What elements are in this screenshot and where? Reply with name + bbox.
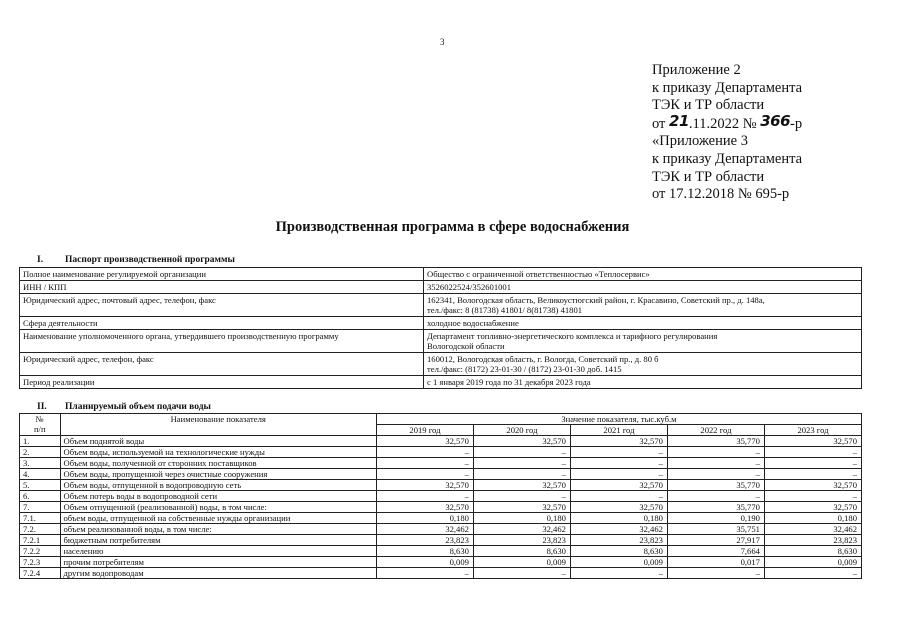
passport-row [20, 294, 862, 317]
indicator-value: 23,823 [376, 535, 473, 546]
section-number: I. [37, 255, 44, 265]
indicator-name: объем реализованной воды, в том числе: [60, 524, 376, 535]
indicator-value: 0,180 [376, 513, 473, 524]
indicator-name: Объем отпущенной (реализованной) воды, в том числе: [60, 502, 376, 513]
indicator-value: 32,462 [570, 524, 667, 535]
indicator-value: 0,009 [570, 557, 667, 568]
column-header-year: 2021 год [570, 425, 667, 436]
indicator-value: 32,462 [764, 524, 861, 535]
row-number: 5. [20, 480, 61, 491]
indicator-value: – [570, 458, 667, 469]
indicator-value: 32,570 [473, 502, 570, 513]
appendix-line: ТЭК и ТР области [652, 97, 765, 114]
indicator-name: Объем воды, отпущенной в водопроводную сеть [60, 480, 376, 491]
column-header-year: 2020 год [473, 425, 570, 436]
indicator-value: 0,009 [473, 557, 570, 568]
passport-label: Наименование уполномоченного органа, утвердившего производственную программу [20, 330, 424, 353]
indicator-value: 32,570 [570, 480, 667, 491]
indicator-value: – [473, 568, 570, 579]
table-row [20, 436, 862, 447]
indicator-value: 23,823 [473, 535, 570, 546]
indicator-value: 32,570 [376, 502, 473, 513]
indicator-value: – [667, 469, 764, 480]
passport-label: Период реализации [20, 376, 424, 389]
indicator-value: 35,770 [667, 480, 764, 491]
indicator-value: – [667, 447, 764, 458]
indicator-value: 32,570 [570, 502, 667, 513]
table-row [20, 502, 862, 513]
indicator-name: прочим потребителям [60, 557, 376, 568]
row-number: 2. [20, 447, 61, 458]
table-row [20, 513, 862, 524]
column-header-value: Значение показателя, тыс.куб.м [376, 414, 861, 425]
indicator-value: – [667, 458, 764, 469]
indicator-name: Объем воды, полученной от сторонних поставщиков [60, 458, 376, 469]
indicator-name: населению [60, 546, 376, 557]
row-number: 6. [20, 491, 61, 502]
indicator-value: – [570, 469, 667, 480]
table-row [20, 546, 862, 557]
section-heading-passport [37, 255, 235, 265]
appendix-block [652, 62, 802, 204]
passport-row [20, 353, 862, 376]
indicator-value: 32,570 [570, 436, 667, 447]
indicator-value: 35,751 [667, 524, 764, 535]
indicator-value: – [473, 447, 570, 458]
table-row [20, 458, 862, 469]
handwritten-day: 21 [669, 111, 689, 130]
passport-row [20, 376, 862, 389]
indicator-value: 0,009 [376, 557, 473, 568]
column-header-year: 2019 год [376, 425, 473, 436]
indicator-value: – [473, 458, 570, 469]
passport-row [20, 330, 862, 353]
indicator-value: 0,180 [473, 513, 570, 524]
indicator-value: – [764, 469, 861, 480]
appendix-line: к приказу Департамента [652, 150, 803, 167]
table-row [20, 447, 862, 458]
indicator-name: Объем воды, пропущенной через очистные сооружения [60, 469, 376, 480]
indicator-name: Объем воды, используемой на технологические нужды [60, 447, 376, 458]
row-number: 7. [20, 502, 61, 513]
indicator-value: – [667, 568, 764, 579]
indicator-value: – [667, 491, 764, 502]
appendix-from: от [652, 115, 666, 132]
passport-value: Департамент топливно-энергетического комплекса и тарифного регулирования Вологодской области [424, 330, 862, 353]
table-row [20, 469, 862, 480]
row-number: 3. [20, 458, 61, 469]
section-title: Паспорт производственной программы [65, 255, 235, 265]
column-header-year: 2022 год [667, 425, 764, 436]
indicator-value: 0,009 [764, 557, 861, 568]
indicator-value: 32,570 [764, 436, 861, 447]
passport-row [20, 268, 862, 281]
passport-value: 160012, Вологодская область, г. Вологда, Советский пр., д. 80 б тел./факс: (8172) 23-01-30 / (8172) 23-01-30 доб. 1415 [424, 353, 862, 376]
indicator-value: – [473, 469, 570, 480]
indicator-value: – [570, 568, 667, 579]
appendix-line: ТЭК и ТР области [652, 168, 765, 185]
indicator-value: – [376, 447, 473, 458]
row-number: 7.2.4 [20, 568, 61, 579]
passport-value: 162341, Вологодская область, Великоустюгский район, г. Красавино, Советский пр., д. 148а, тел./факс: 8 (81738) 41801/ 8(81738) 41801 [424, 294, 862, 317]
indicator-value: 23,823 [570, 535, 667, 546]
indicator-value: – [473, 491, 570, 502]
indicator-value: 32,570 [764, 502, 861, 513]
indicator-value: 32,570 [764, 480, 861, 491]
passport-value: холодное водоснабжение [424, 317, 862, 330]
passport-label: Юридический адрес, телефон, факс [20, 353, 424, 376]
passport-row [20, 317, 862, 330]
indicator-value: 27,917 [667, 535, 764, 546]
passport-label: Юридический адрес, почтовый адрес, телефон, факс [20, 294, 424, 317]
indicator-value: 32,462 [376, 524, 473, 535]
section-number: II. [37, 402, 47, 412]
indicator-value: 32,462 [473, 524, 570, 535]
row-number: 7.2. [20, 524, 61, 535]
appendix-order-line [652, 111, 803, 134]
indicator-value: 0,190 [667, 513, 764, 524]
passport-row [20, 281, 862, 294]
handwritten-order-number: 366 [760, 111, 791, 130]
table-row [20, 568, 862, 579]
table-row [20, 535, 862, 546]
row-number: 4. [20, 469, 61, 480]
column-header-name: Наименование показателя [60, 414, 376, 436]
indicator-value: 8,630 [570, 546, 667, 557]
indicator-value: 7,664 [667, 546, 764, 557]
indicator-value: 23,823 [764, 535, 861, 546]
indicator-name: Объем потерь воды в водопроводной сети [60, 491, 376, 502]
indicator-value: 32,570 [376, 436, 473, 447]
passport-value: 3526022524/352601001 [424, 281, 862, 294]
passport-label: Полное наименование регулируемой организации [20, 268, 424, 281]
appendix-suffix: -р [790, 115, 803, 132]
indicator-name: бюджетным потребителям [60, 535, 376, 546]
appendix-line: Приложение 2 [652, 62, 741, 78]
passport-label: ИНН / КПП [20, 281, 424, 294]
indicator-value: 0,180 [764, 513, 861, 524]
indicator-value: – [764, 458, 861, 469]
row-number: 1. [20, 436, 61, 447]
indicator-name: Объем поднятой воды [60, 436, 376, 447]
indicator-value: – [376, 458, 473, 469]
row-number: 7.2.3 [20, 557, 61, 568]
indicator-value: – [764, 447, 861, 458]
indicator-value: – [570, 447, 667, 458]
indicator-name: другим водопроводам [60, 568, 376, 579]
indicator-value: 0,017 [667, 557, 764, 568]
indicator-value: 8,630 [376, 546, 473, 557]
indicator-value: 0,180 [570, 513, 667, 524]
passport-label: Сфера деятельности [20, 317, 424, 330]
passport-value: Общество с ограниченной ответственностью «Теплосервис» [424, 268, 862, 281]
appendix-line: «Приложение 3 [652, 133, 748, 150]
indicator-value: – [376, 568, 473, 579]
table-row [20, 524, 862, 535]
indicator-value: 8,630 [764, 546, 861, 557]
appendix-date: .11.2022 № [688, 115, 757, 132]
passport-table [19, 267, 862, 389]
page-number: 3 [440, 37, 445, 47]
table-row [20, 480, 862, 491]
indicator-value: 32,570 [376, 480, 473, 491]
indicator-value: – [764, 568, 861, 579]
indicator-value: – [570, 491, 667, 502]
column-header-number: № п/п [20, 414, 61, 436]
document-title: Производственная программа в сфере водоснабжения [275, 219, 630, 235]
indicator-value: 35,770 [667, 502, 764, 513]
indicator-value: 32,570 [473, 480, 570, 491]
section-title: Планируемый объем подачи воды [65, 402, 211, 412]
indicator-value: 35,770 [667, 436, 764, 447]
column-header-year: 2023 год [764, 425, 861, 436]
row-number: 7.1. [20, 513, 61, 524]
appendix-line: от 17.12.2018 № 695-р [652, 186, 790, 203]
water-volume-table [19, 413, 862, 579]
table-row [20, 557, 862, 568]
table-row [20, 491, 862, 502]
indicator-name: объем воды, отпущенной на собственные нужды организации [60, 513, 376, 524]
indicator-value: 32,570 [473, 436, 570, 447]
appendix-line: к приказу Департамента [652, 79, 803, 96]
indicator-value: – [764, 491, 861, 502]
indicator-value: 8,630 [473, 546, 570, 557]
indicator-value: – [376, 469, 473, 480]
row-number: 7.2.1 [20, 535, 61, 546]
indicator-value: – [376, 491, 473, 502]
passport-value: с 1 января 2019 года по 31 декабря 2023 года [424, 376, 862, 389]
row-number: 7.2.2 [20, 546, 61, 557]
section-heading-volume [37, 402, 211, 412]
